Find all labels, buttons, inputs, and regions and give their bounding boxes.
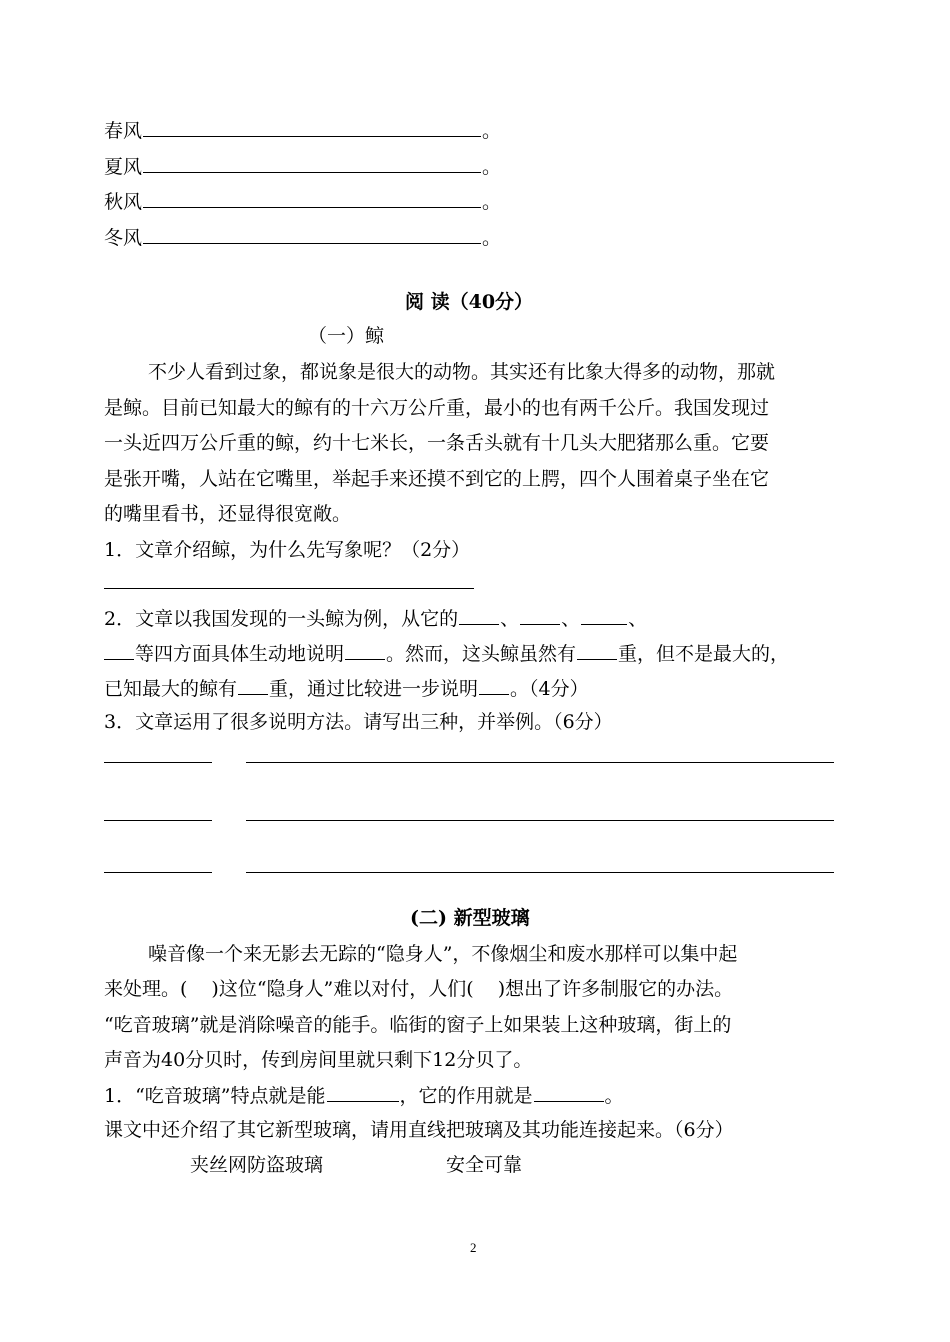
answer-blank[interactable] — [459, 606, 499, 625]
match-item-glass[interactable]: 夹丝网防盗玻璃 — [190, 1154, 324, 1176]
wind-line-summer — [104, 154, 501, 179]
passage1-question-3: 3．文章运用了很多说明方法。请写出三种，并举例。（6分） — [104, 711, 613, 733]
question-text: 。然而，这头鲸虽然有 — [386, 643, 577, 665]
question-text: 1．“吃音玻璃”特点就是能 — [104, 1085, 326, 1107]
line-end: 。 — [482, 156, 502, 178]
passage1-question-2-line1 — [104, 606, 647, 631]
question-text: 。 — [604, 1085, 624, 1107]
wind-label: 秋风 — [104, 191, 143, 213]
answer-blank[interactable] — [479, 676, 509, 695]
wind-line-spring — [104, 118, 501, 143]
question-text: 重，但不是最大的， — [618, 643, 790, 665]
separator: 、 — [628, 608, 648, 630]
question-text: 已知最大的鲸有 — [104, 678, 238, 700]
passage1-para-line: 不少人看到过象，都说象是很大的动物。其实还有比象大得多的动物，那就 — [148, 361, 776, 383]
passage2-para-line: 声音为40分贝时，传到房间里就只剩下12分贝了。 — [104, 1049, 533, 1071]
answer-blank[interactable] — [577, 641, 617, 660]
reading-section-title: 阅 读（40分） — [405, 291, 534, 313]
passage2-question-1 — [104, 1083, 624, 1108]
wind-line-winter — [104, 225, 501, 250]
passage1-question-2-line2 — [104, 641, 789, 666]
question-text: 等四方面具体生动地说明 — [135, 643, 345, 665]
answer-blank[interactable] — [581, 606, 627, 625]
wind-label: 春风 — [104, 120, 143, 142]
answer-blank[interactable] — [104, 641, 134, 660]
answer-blank[interactable] — [534, 1083, 604, 1102]
question-text: ，它的作用就是 — [399, 1085, 533, 1107]
passage1-para-line: 是鲸。目前已知最大的鲸有的十六万公斤重，最小的也有两千公斤。我国发现过 — [104, 397, 770, 419]
answer-blank[interactable] — [327, 1083, 399, 1102]
paragraph-text: 来处理。( — [104, 978, 188, 1000]
passage1-para-line: 是张开嘴，人站在它嘴里，举起手来还摸不到它的上腭，四个人围着桌子坐在它 — [104, 468, 770, 490]
answer-line[interactable] — [104, 588, 474, 589]
separator: 、 — [500, 608, 520, 630]
answer-blank[interactable] — [143, 118, 481, 137]
answer-blank[interactable] — [238, 676, 268, 695]
line-end: 。 — [482, 227, 502, 249]
example-answer-line[interactable] — [246, 762, 834, 763]
example-answer-line[interactable] — [246, 820, 834, 821]
paragraph-text: )这位“隐身人”难以对付，人们( — [211, 978, 474, 1000]
wind-label: 夏风 — [104, 156, 143, 178]
question-text: 2．文章以我国发现的一头鲸为例，从它的 — [104, 608, 459, 630]
passage2-para-line: “吃音玻璃”就是消除噪音的能手。临街的窗子上如果装上这种玻璃，街上的 — [104, 1014, 732, 1036]
passage1-question-1: 1．文章介绍鲸，为什么先写象呢？（2分） — [104, 539, 471, 561]
passage1-title: （一）鲸 — [308, 325, 385, 347]
wind-line-autumn — [104, 189, 501, 214]
paragraph-text: )想出了许多制服它的办法。 — [497, 978, 734, 1000]
line-end: 。 — [482, 120, 502, 142]
example-answer-line[interactable] — [246, 872, 834, 873]
passage1-para-line: 的嘴里看书，还显得很宽敞。 — [104, 503, 352, 525]
method-answer-line[interactable] — [104, 762, 212, 763]
method-answer-line[interactable] — [104, 872, 212, 873]
answer-blank[interactable] — [143, 225, 481, 244]
wind-label: 冬风 — [104, 227, 143, 249]
passage2-title: (二) 新型玻璃 — [410, 907, 530, 929]
line-end: 。 — [482, 191, 502, 213]
separator: 、 — [561, 608, 581, 630]
passage2-matching-question: 课文中还介绍了其它新型玻璃，请用直线把玻璃及其功能连接起来。（6分） — [104, 1119, 734, 1141]
answer-blank[interactable] — [520, 606, 560, 625]
answer-blank[interactable] — [143, 189, 481, 208]
question-text: 重，通过比较进一步说明 — [269, 678, 479, 700]
method-answer-line[interactable] — [104, 820, 212, 821]
answer-blank[interactable] — [143, 154, 481, 173]
passage1-question-2-line3 — [104, 676, 589, 701]
question-text: 。（4分） — [510, 678, 589, 700]
passage2-para-line — [104, 977, 733, 1001]
page-number: 2 — [470, 1240, 477, 1255]
passage2-para-line: 噪音像一个来无影去无踪的“隐身人”，不像烟尘和废水那样可以集中起 — [148, 943, 738, 965]
passage1-para-line: 一头近四万公斤重的鲸，约十七米长，一条舌头就有十几头大肥猪那么重。它要 — [104, 432, 770, 454]
match-item-function[interactable]: 安全可靠 — [446, 1154, 523, 1176]
answer-blank[interactable] — [345, 641, 385, 660]
